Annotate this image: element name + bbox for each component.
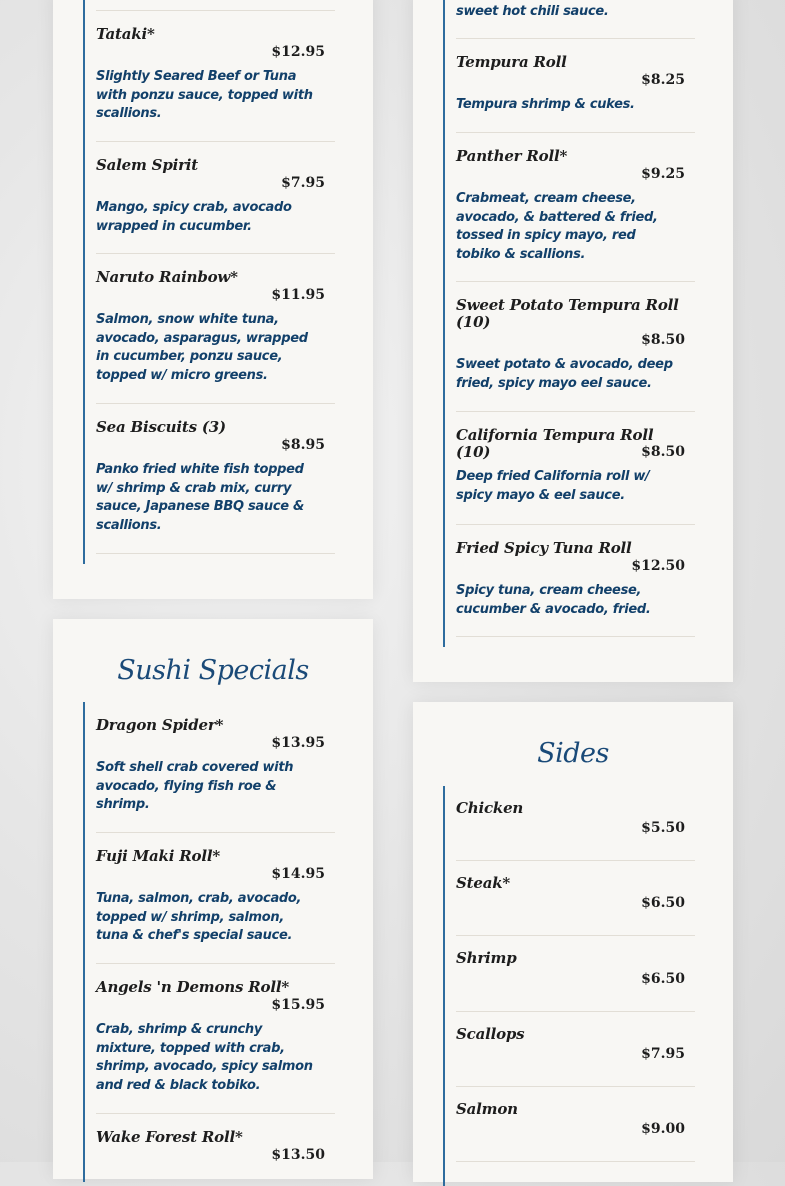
item-name: Fried Spicy Tuna Roll bbox=[456, 539, 632, 557]
item-price: $8.50 bbox=[641, 332, 685, 348]
item-price: $12.50 bbox=[631, 558, 685, 574]
divider bbox=[96, 10, 335, 11]
item-description: Crab, shrimp & crunchy mixture, topped with crab, shrimp, avocado, spicy salmon and red & black tobiko. bbox=[96, 1022, 313, 1093]
item-description: Crabmeat, cream cheese, avocado, & battered & fried, tossed in spicy mayo, red tobiko & scallions. bbox=[456, 191, 658, 262]
item-price: $6.50 bbox=[641, 895, 685, 911]
item-description: Soft shell crab covered with avocado, flying fish roe & shrimp. bbox=[96, 760, 294, 812]
item-price: $14.95 bbox=[271, 866, 325, 882]
item-description: Slightly Seared Beef or Tuna with ponzu sauce, topped with scallions. bbox=[96, 69, 313, 121]
item-description: Sweet potato & avocado, deep fried, spicy mayo eel sauce. bbox=[456, 357, 673, 391]
item-name: Angels 'n Demons Roll* bbox=[96, 978, 289, 996]
divider bbox=[456, 281, 695, 282]
item-description: Mango, spicy crab, avocado wrapped in cucumber. bbox=[96, 200, 292, 234]
menu-section bbox=[443, 786, 695, 1186]
item-name: Naruto Rainbow* bbox=[96, 268, 238, 286]
item-name: Dragon Spider* bbox=[96, 716, 224, 734]
item-price: $6.50 bbox=[641, 971, 685, 987]
item-description: Panko fried white fish topped w/ shrimp & crab mix, curry sauce, Japanese BBQ sauce & scallions. bbox=[96, 462, 305, 533]
item-price: $8.95 bbox=[281, 437, 325, 453]
item-name: Tataki* bbox=[96, 25, 155, 43]
divider bbox=[96, 553, 335, 554]
item-price: $13.50 bbox=[271, 1147, 325, 1163]
item-name: Fuji Maki Roll* bbox=[96, 847, 220, 865]
item-price: $8.25 bbox=[641, 72, 685, 88]
divider bbox=[456, 860, 695, 861]
item-price: $7.95 bbox=[641, 1046, 685, 1062]
item-price: $15.95 bbox=[271, 997, 325, 1013]
item-price: $11.95 bbox=[271, 287, 325, 303]
item-price: $9.25 bbox=[641, 166, 685, 182]
item-price: $8.50 bbox=[641, 444, 685, 460]
item-name: Tempura Roll bbox=[456, 53, 567, 71]
item-price: $13.95 bbox=[271, 735, 325, 751]
divider bbox=[456, 1011, 695, 1012]
divider bbox=[456, 1086, 695, 1087]
divider bbox=[456, 524, 695, 525]
divider bbox=[456, 935, 695, 936]
divider bbox=[96, 1113, 335, 1114]
item-name: Sea Biscuits (3) bbox=[96, 418, 226, 436]
item-price: $12.95 bbox=[271, 44, 325, 60]
item-name: Shrimp bbox=[456, 949, 517, 967]
divider bbox=[456, 38, 695, 39]
item-name: Salem Spirit bbox=[96, 156, 199, 174]
item-description: Spicy tuna, cream cheese, cucumber & avocado, fried. bbox=[456, 583, 651, 617]
menu-card-left-top bbox=[53, 0, 373, 599]
item-name: Wake Forest Roll* bbox=[96, 1128, 243, 1146]
item-name: Steak* bbox=[456, 874, 511, 892]
divider bbox=[456, 411, 695, 412]
divider bbox=[456, 636, 695, 637]
menu-card-right-top bbox=[413, 0, 733, 682]
item-price: $7.95 bbox=[281, 175, 325, 191]
item-name: Scallops bbox=[456, 1025, 525, 1043]
item-name: Panther Roll* bbox=[456, 147, 568, 165]
divider bbox=[96, 963, 335, 964]
divider bbox=[96, 403, 335, 404]
item-description: sweet hot chili sauce. bbox=[456, 4, 609, 19]
section-title: Sushi Specials bbox=[117, 655, 309, 686]
menu-card-sushi-specials bbox=[53, 619, 373, 1179]
item-name: Salmon bbox=[456, 1100, 518, 1118]
item-description: Salmon, snow white tuna, avocado, asparagus, wrapped in cucumber, ponzu sauce, topped w/ micro greens. bbox=[96, 312, 308, 383]
item-name: Sweet Potato Tempura Roll (10) bbox=[456, 296, 679, 331]
divider bbox=[96, 253, 335, 254]
item-name: California Tempura Roll (10) bbox=[456, 426, 654, 461]
item-name: Chicken bbox=[456, 799, 524, 817]
item-description: Deep fried California roll w/ spicy mayo & eel sauce. bbox=[456, 469, 650, 503]
item-description: Tuna, salmon, crab, avocado, topped w/ shrimp, salmon, tuna & chef's special sauce. bbox=[96, 891, 302, 943]
divider bbox=[456, 132, 695, 133]
divider bbox=[96, 832, 335, 833]
menu-section bbox=[83, 0, 335, 564]
item-description: Tempura shrimp & cukes. bbox=[456, 97, 635, 112]
section-title: Sides bbox=[537, 738, 609, 769]
divider bbox=[96, 141, 335, 142]
menu-section bbox=[83, 702, 335, 1182]
menu-card-sides bbox=[413, 702, 733, 1182]
item-price: $5.50 bbox=[641, 820, 685, 836]
item-price: $9.00 bbox=[641, 1121, 685, 1137]
menu-section bbox=[443, 0, 695, 647]
